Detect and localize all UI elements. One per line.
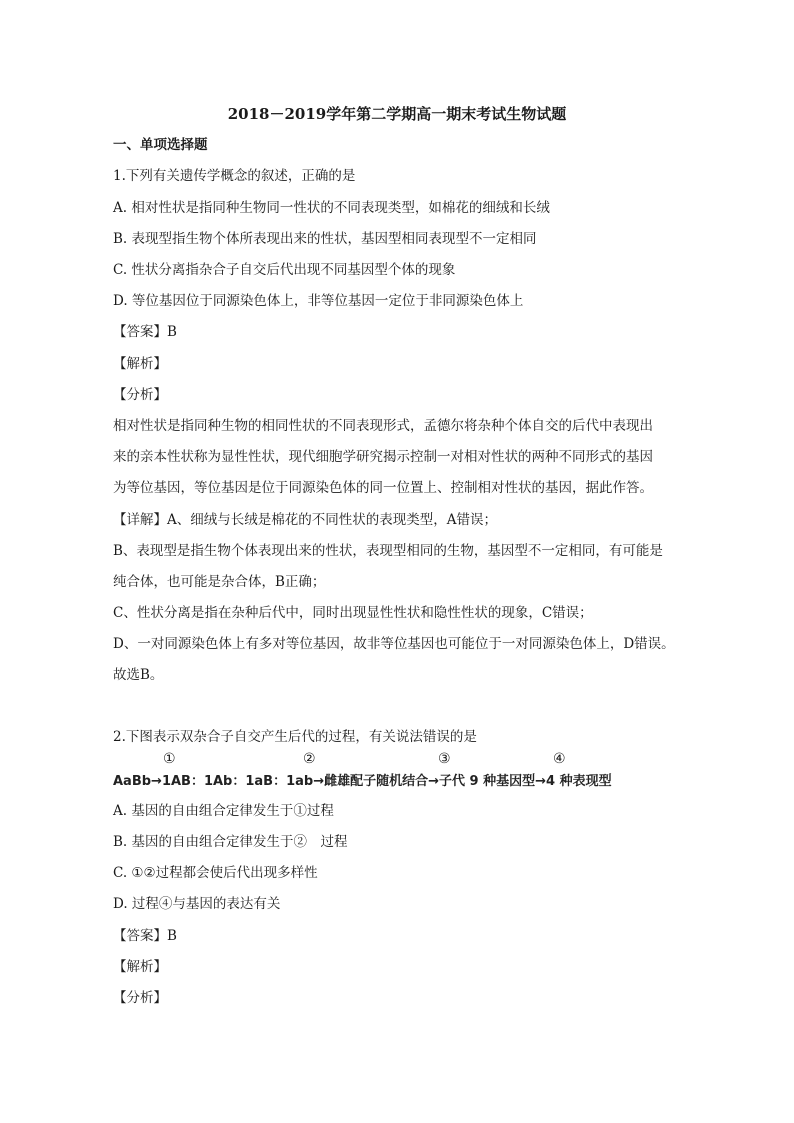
question-1-stem: 1.下列有关遗传学概念的叙述，正确的是 xyxy=(113,168,356,184)
page-title: 2018－2019学年第二学期高一期末考试生物试题 xyxy=(227,105,567,123)
question-2-stem: 2.下图表示双杂合子自交产生后代的过程，有关说法错误的是 xyxy=(113,729,477,745)
q1-analysis-label: 【解析】 xyxy=(113,356,167,372)
q1-detail-line: 【详解】A、细绒与长绒是棉花的不同性状的表现类型，A错误； xyxy=(113,512,497,528)
q1-detail-line: 故选B。 xyxy=(113,667,164,683)
q2-option-a: A. 基因的自由组合定律发生于①过程 xyxy=(113,803,334,819)
q2-option-d: D. 过程④与基因的表达有关 xyxy=(113,896,281,912)
q2-option-b: B. 基因的自由组合定律发生于② 过程 xyxy=(113,834,348,850)
q1-option-d: D. 等位基因位于同源染色体上，非等位基因一定位于非同源染色体上 xyxy=(113,293,524,309)
step-marker-4: ④ xyxy=(553,751,566,767)
process-diagram xyxy=(113,750,673,794)
step-marker-1: ① xyxy=(163,751,176,767)
step-marker-2: ② xyxy=(303,751,316,767)
q1-detail-line: C、性状分离是指在杂种后代中，同时出现显性性状和隐性性状的现象，C错误； xyxy=(113,605,593,621)
q2-answer: 【答案】B xyxy=(113,928,177,944)
q1-detail-line: B、表现型是指生物个体表现出来的性状，表现型相同的生物，基因型不一定相同，有可能是 xyxy=(113,543,663,559)
q2-option-c: C. ①②过程都会使后代出现多样性 xyxy=(113,865,318,881)
q1-fenxi-label: 【分析】 xyxy=(113,387,167,403)
q1-fenxi-line: 为等位基因，等位基因是位于同源染色体的同一位置上、控制相对性状的基因，据此作答。 xyxy=(113,480,653,496)
q2-fenxi-label: 【分析】 xyxy=(113,990,167,1006)
step-markers xyxy=(113,750,673,770)
section-heading: 一、单项选择题 xyxy=(113,137,208,153)
q1-option-b: B. 表现型指生物个体所表现出来的性状，基因型相同表现型不一定相同 xyxy=(113,231,537,247)
process-flow: AaBb→1AB：1Ab：1aB：1ab→雌雄配子随机结合→子代 9 种基因型→4 种表现型 xyxy=(113,774,612,789)
q1-option-a: A. 相对性状是指同种生物同一性状的不同表现类型，如棉花的细绒和长绒 xyxy=(113,200,550,216)
q1-answer: 【答案】B xyxy=(113,324,177,340)
step-marker-3: ③ xyxy=(438,751,451,767)
q1-option-c: C. 性状分离指杂合子自交后代出现不同基因型个体的现象 xyxy=(113,262,456,278)
q1-fenxi-line: 相对性状是指同种生物的相同性状的不同表现形式，孟德尔将杂种个体自交的后代中表现出 xyxy=(113,418,653,434)
q2-analysis-label: 【解析】 xyxy=(113,959,167,975)
q1-fenxi-line: 来的亲本性状称为显性性状，现代细胞学研究揭示控制一对相对性状的两种不同形式的基因 xyxy=(113,449,653,465)
q1-detail-line: D、一对同源染色体上有多对等位基因，故非等位基因也可能位于一对同源染色体上，D错误。 xyxy=(113,636,675,652)
q1-detail-line: 纯合体，也可能是杂合体，B正确； xyxy=(113,574,326,590)
